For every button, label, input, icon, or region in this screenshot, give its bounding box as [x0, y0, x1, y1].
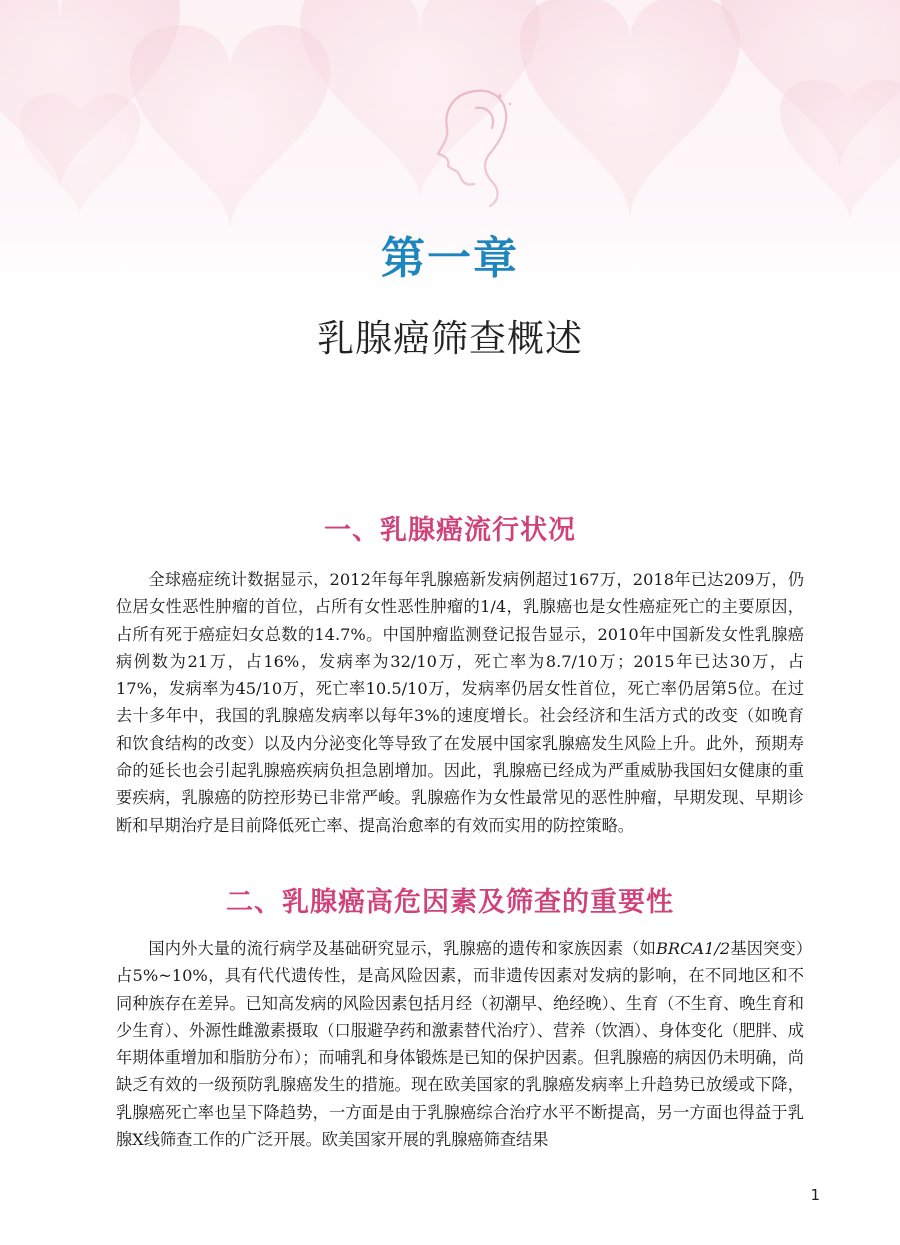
- chapter-number: 第一章: [381, 233, 519, 284]
- chapter-title: 乳腺癌筛查概述: [317, 317, 583, 360]
- gene-name: BRCA1/2: [656, 939, 731, 958]
- paragraph-epidemiology: 全球癌症统计数据显示，2012年每年乳腺癌新发病例超过167万，2018年已达209万，仍位居女性恶性肿瘤的首位，占所有女性恶性肿瘤的1/4，乳腺癌也是女性癌症死亡的主要原因，占所有死于癌症妇女总数的14.7%。中国肿瘤监测登记报告显示，2010年中国新发女性乳腺癌病例数为21万，占16%，发病率为32/10万，死亡率为8.7/10万；2015年已达30万，占17%，发病率为45/10万，死亡率10.5/10万，发病率仍居女性首位，死亡率仍居第5位。在过去十多年中，我国的乳腺癌发病率以每年3%的速度增长。社会经济和生活方式的改变（如晚育和饮食结构的改变）以及内分泌变化等导致了在发展中国家乳腺癌发生风险上升。此外，预期寿命的延长也会引起乳腺癌疾病负担急剧增加。因此，乳腺癌已经成为严重威胁我国妇女健康的重要疾病，乳腺癌的防控形势已非常严峻。乳腺癌作为女性最常见的恶性肿瘤，早期发现、早期诊断和早期治疗是目前降低死亡率、提高治愈率的有效而实用的防控策略。: [116, 570, 804, 835]
- page-number: 1: [810, 1186, 820, 1204]
- paragraph-text-after: 基因突变）占5%~10%，具有代代遗传性，是高风险因素，而非遗传因素对发病的影响，在不同地区和不同种族存在差异。已知高发病的风险因素包括月经（初潮早、绝经晚）、生育（不生育、晚生育和少生育）、外源性雌激素摄取（口服避孕药和激素替代治疗）、营养（饮酒）、身体变化（肥胖、成年期体重增加和脂肪分布）；而哺乳和身体锻炼是已知的保护因素。但乳腺癌的病因仍未明确，尚缺乏有效的一级预防乳腺癌发生的措施。现在欧美国家的乳腺癌发病率上升趋势已放缓或下降，乳腺癌死亡率也呈下降趋势，一方面是由于乳腺癌综合治疗水平不断提高，另一方面也得益于乳腺X线筛查工作的广泛开展。欧美国家开展的乳腺癌筛查结果: [116, 939, 804, 1150]
- paragraph-risk-factors: [116, 935, 804, 1153]
- paragraph-text-before: 国内外大量的流行病学及基础研究显示，乳腺癌的遗传和家族因素（如: [148, 939, 656, 958]
- section-heading-epidemiology: 一、乳腺癌流行状况: [324, 515, 576, 546]
- section-heading-risk-factors: 二、乳腺癌高危因素及筛查的重要性: [226, 887, 674, 918]
